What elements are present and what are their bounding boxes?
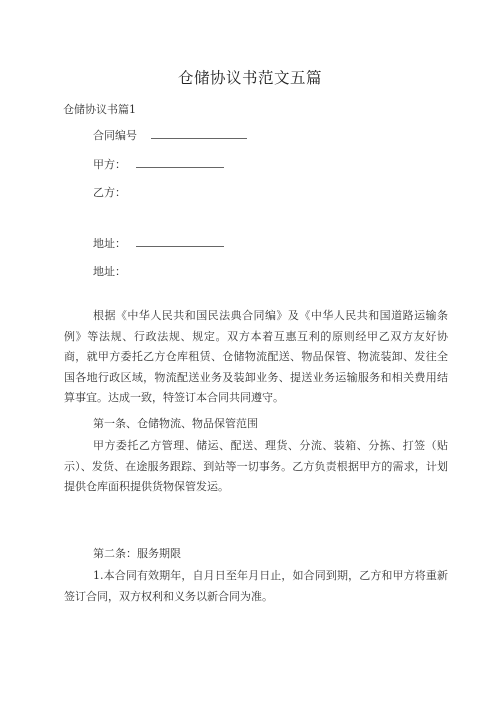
contract-number-blank (151, 128, 247, 139)
section-heading: 仓储协议书篇1 (63, 103, 136, 116)
party-a-field (93, 156, 224, 172)
intro-paragraph: 根据《中华人民共和国民法典合同编》及《中华人民共和国道路运输条例》等法规、行政法规、规定。双方本着互惠互利的原则经甲乙双方友好协商，就甲方委托乙方仓库租赁、仓储物流配送、物品保管、物流装卸、发往全国各地行政区域，物流配送业务及装卸业务、提送业务运输服务和相关费用结算事宜。达成一致，特签订本合同共同遵守。 (64, 309, 448, 404)
article-2-body: 1.本合同有效期年，自月日至年月日止，如合同到期，乙方和甲方将重新签订合同，双方权利和义务以新合同为准。 (64, 569, 448, 603)
party-a-address-field (93, 235, 224, 251)
party-b-field (93, 184, 126, 200)
contract-number-label: 合同编号 (93, 129, 137, 142)
contract-number-field (93, 127, 247, 143)
party-a-address-blank (136, 236, 224, 247)
party-a-label: 甲方： (93, 158, 126, 171)
party-b-label: 乙方： (93, 186, 126, 199)
article-2-title: 第二条：服务期限 (93, 547, 181, 560)
party-b-address-label: 地址： (93, 265, 126, 278)
article-1-body: 甲方委托乙方管理、储运、配送、理货、分流、装箱、分拣、打签（贴示）、发货、在途服务跟踪、到站等一切事务。乙方负责根据甲方的需求，计划提供仓库面积提供货物保管发运。 (64, 439, 448, 493)
party-b-address-field (93, 263, 126, 279)
article-1-title: 第一条、仓储物流、物品保管范围 (93, 417, 258, 430)
document-title: 仓储协议书范文五篇 (177, 69, 322, 87)
party-a-blank (136, 157, 224, 168)
party-a-address-label: 地址： (93, 237, 126, 250)
